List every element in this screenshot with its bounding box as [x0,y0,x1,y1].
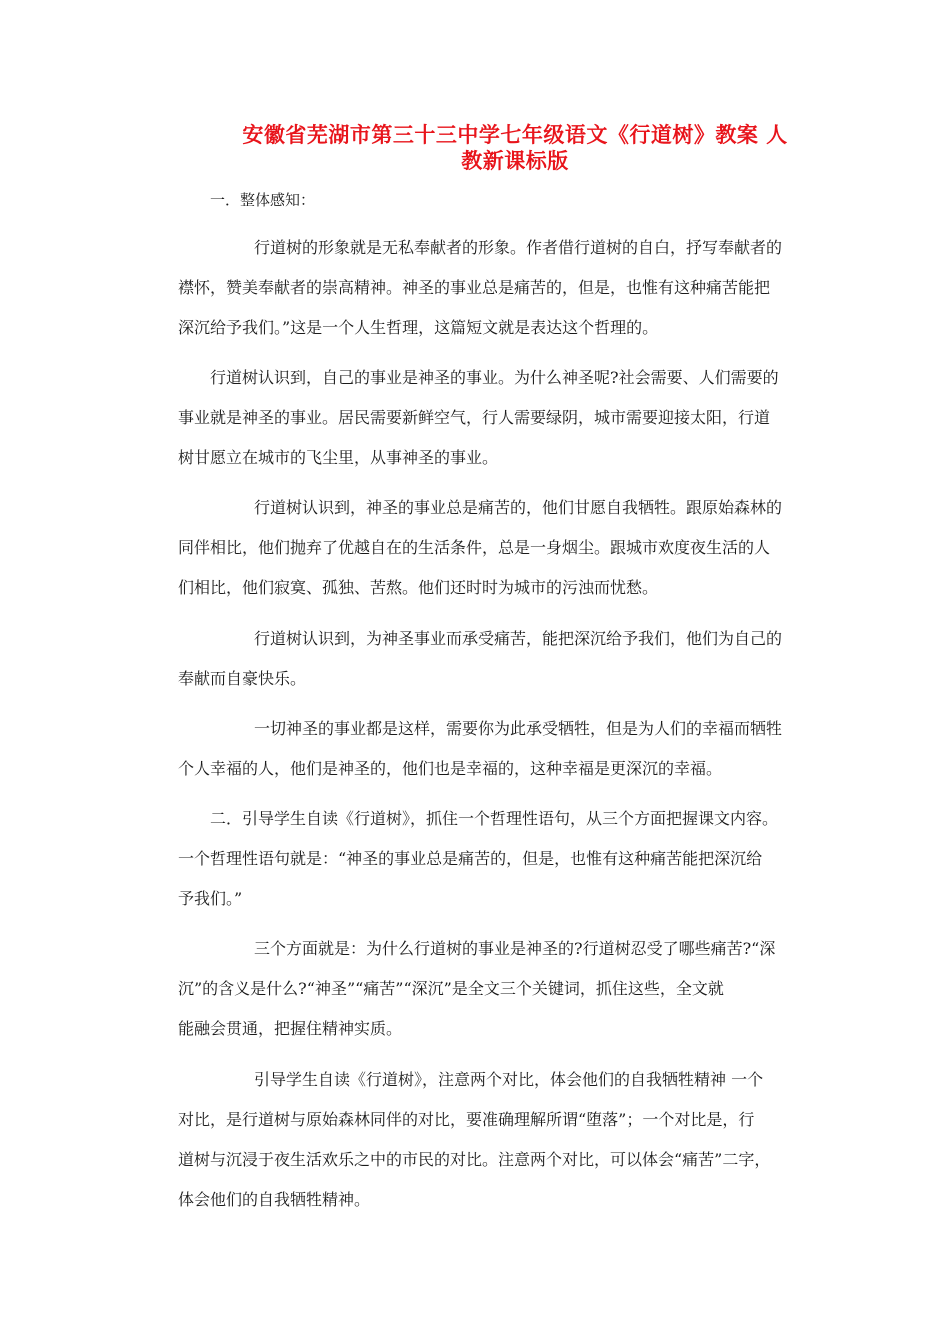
paragraph-1 [178,228,810,348]
paragraph-line: 体会他们的自我牺牲精神。 [178,1190,371,1209]
section-2-heading-line: 二．引导学生自读《行道树》，抓住一个哲理性语句，从三个方面把握课文内容。 [210,809,779,828]
paragraph-line: 一个哲理性语句就是：“神圣的事业总是痛苦的，但是，也惟有这种痛苦能把深沉给 [178,849,763,868]
paragraph-line: 一切神圣的事业都是这样，需要你为此承受牺牲，但是为人们的幸福而牺牲 [254,719,783,738]
paragraph-line: 树甘愿立在城市的飞尘里，从事神圣的事业。 [178,448,499,467]
paragraph-line: 奉献而自豪快乐。 [178,669,307,688]
paragraph-line: 同伴相比，他们抛弃了优越自在的生活条件，总是一身烟尘。跟城市欢度夜生活的人 [178,538,771,557]
document-title [200,122,830,174]
paragraph-6 [178,799,810,919]
paragraph-3 [178,488,810,608]
paragraph-line: 能融会贯通，把握住精神实质。 [178,1019,403,1038]
paragraph-8 [178,1060,810,1220]
paragraph-7 [178,929,810,1049]
paragraph-4 [178,619,810,699]
paragraph-line: 事业就是神圣的事业。居民需要新鲜空气，行人需要绿阴，城市需要迎接太阳，行道 [178,408,771,427]
paragraph-5 [178,709,810,789]
paragraph-line: 们相比，他们寂寞、孤独、苦熬。他们还时时为城市的污浊而忧愁。 [178,578,659,597]
paragraph-line: 予我们。” [178,889,243,908]
section-1-heading: 一．整体感知： [210,191,316,209]
paragraph-line: 道树与沉浸于夜生活欢乐之中的市民的对比。注意两个对比，可以体会“痛苦”二字， [178,1150,771,1169]
paragraph-line: 个人幸福的人，他们是神圣的，他们也是幸福的，这种幸福是更深沉的幸福。 [178,759,723,778]
paragraph-line: 沉”的含义是什么?“神圣”“痛苦”“深沉”是全文三个关键词，抓住这些，全文就 [178,979,724,998]
paragraph-2 [178,358,810,478]
paragraph-line: 行道树认识到，为神圣事业而承受痛苦，能把深沉给予我们，他们为自己的 [254,629,783,648]
title-line-2: 教新课标版 [461,148,569,173]
paragraph-line: 三个方面就是：为什么行道树的事业是神圣的?行道树忍受了哪些痛苦?“深 [254,939,776,958]
paragraph-line: 引导学生自读《行道树》，注意两个对比，体会他们的自我牺牲精神 一个 [254,1070,764,1089]
paragraph-line: 行道树认识到，神圣的事业总是痛苦的，他们甘愿自我牺牲。跟原始森林的 [254,498,783,517]
title-line-1: 安徽省芜湖市第三十三中学七年级语文《行道树》教案 人 [242,122,788,147]
paragraph-line: 深沉给予我们。”这是一个人生哲理，这篇短文就是表达这个哲理的。 [178,318,659,337]
paragraph-line: 对比，是行道树与原始森林同伴的对比，要准确理解所谓“堕落”；一个对比是，行 [178,1110,755,1129]
paragraph-line: 襟怀，赞美奉献者的崇高精神。神圣的事业总是痛苦的，但是，也惟有这种痛苦能把 [178,278,771,297]
paragraph-line: 行道树认识到，自己的事业是神圣的事业。为什么神圣呢?社会需要、人们需要的 [210,368,779,387]
paragraph-line: 行道树的形象就是无私奉献者的形象。作者借行道树的自白，抒写奉献者的 [254,238,783,257]
